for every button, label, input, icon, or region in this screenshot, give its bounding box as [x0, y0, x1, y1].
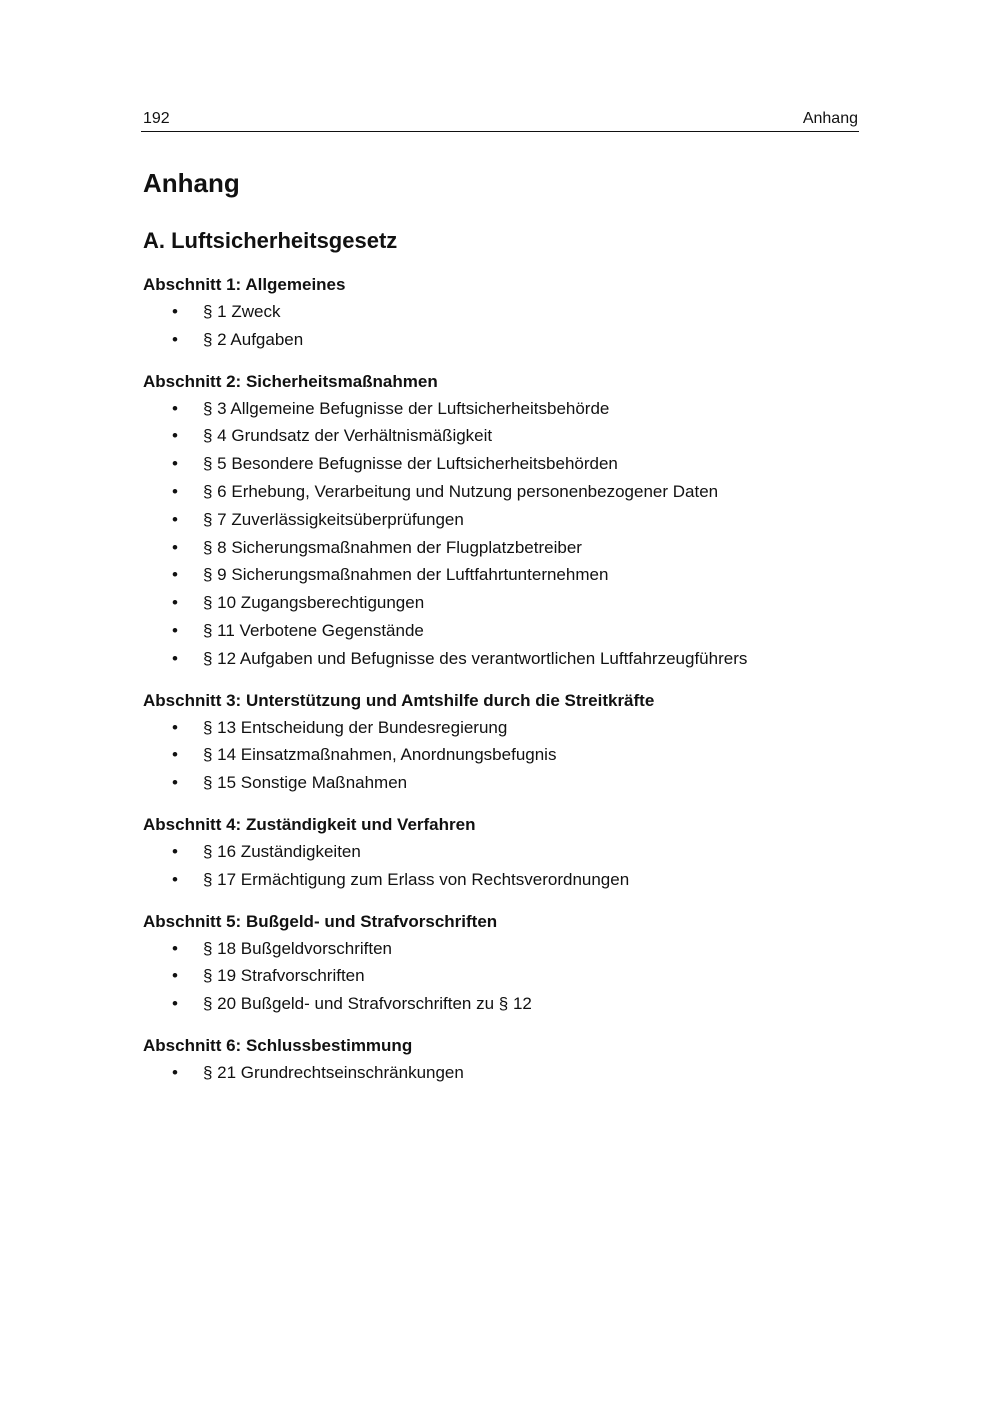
list-item-text: § 2 Aufgaben — [203, 329, 304, 349]
list-item — [143, 478, 859, 506]
list-item — [143, 561, 859, 589]
section — [143, 1032, 859, 1087]
list-item-text: § 19 Strafvorschriften — [203, 966, 365, 986]
bullet-icon: • — [172, 302, 178, 321]
list-item — [143, 741, 859, 769]
list-item-text: § 4 Grundsatz der Verhältnismäßigkeit — [203, 426, 493, 446]
section-heading: Abschnitt 1: Allgemeines — [143, 275, 346, 294]
list-item-text: § 7 Zuverlässigkeitsüberprüfungen — [203, 509, 464, 529]
running-header — [141, 108, 859, 132]
bullet-icon: • — [172, 938, 178, 958]
list-item-text: § 21 Grundrechtseinschränkungen — [203, 1062, 464, 1082]
list-item — [143, 617, 859, 645]
list-item — [143, 769, 859, 797]
list-item — [143, 450, 859, 478]
section — [143, 908, 859, 1018]
bullet-icon: • — [172, 454, 178, 474]
section-heading: Abschnitt 3: Unterstützung und Amtshilfe durch die Streitkräfte — [143, 690, 655, 710]
paragraph-list — [143, 1059, 859, 1087]
list-item-text: § 8 Sicherungsmaßnahmen der Flugplatzbetreiber — [203, 537, 582, 557]
bullet-icon: • — [172, 648, 178, 668]
list-item — [143, 534, 859, 562]
list-item — [143, 506, 859, 534]
paragraph-list — [143, 298, 859, 354]
list-item-text: § 20 Bußgeld- und Strafvorschriften zu § 12 — [203, 994, 532, 1014]
list-item — [143, 645, 859, 673]
list-item — [143, 935, 859, 963]
list-item — [143, 422, 859, 450]
section — [143, 687, 859, 797]
bullet-icon: • — [172, 1062, 178, 1082]
list-item — [143, 714, 859, 742]
list-item-text: § 1 Zweck — [203, 302, 281, 321]
list-item-text: § 14 Einsatzmaßnahmen, Anordnungsbefugnis — [203, 745, 557, 765]
list-item — [143, 990, 859, 1018]
list-item — [143, 589, 859, 617]
list-item-text: § 12 Aufgaben und Befugnisse des verantwortlichen Luftfahrzeugführers — [203, 648, 748, 668]
list-item-text: § 13 Entscheidung der Bundesregierung — [203, 717, 508, 737]
list-item — [143, 838, 859, 866]
appendix-title: A. Luftsicherheitsgesetz — [143, 228, 398, 253]
list-item-text: § 5 Besondere Befugnisse der Luftsicherheitsbehörden — [203, 454, 618, 474]
list-item-text: § 10 Zugangsberechtigungen — [203, 593, 425, 613]
list-item-text: § 11 Verbotene Gegenstände — [203, 620, 424, 640]
bullet-icon: • — [172, 481, 178, 501]
bullet-icon: • — [172, 565, 178, 585]
bullet-icon: • — [172, 966, 178, 986]
paragraph-list — [143, 838, 859, 894]
paragraph-list — [143, 395, 859, 673]
list-item — [143, 1059, 859, 1087]
page-number: 192 — [143, 110, 170, 127]
bullet-icon: • — [172, 329, 178, 349]
section — [143, 811, 859, 894]
chapter-title: Anhang — [143, 168, 240, 198]
list-item-text: § 16 Zuständigkeiten — [203, 841, 361, 861]
bullet-icon: • — [172, 509, 178, 529]
list-item-text: § 9 Sicherungsmaßnahmen der Luftfahrtunternehmen — [203, 565, 609, 585]
bullet-icon: • — [172, 426, 178, 446]
section-heading: Abschnitt 2: Sicherheitsmaßnahmen — [143, 371, 438, 391]
section-list — [143, 271, 859, 1087]
list-item — [143, 866, 859, 894]
bullet-icon: • — [172, 994, 178, 1014]
list-item — [143, 962, 859, 990]
section-heading: Abschnitt 4: Zuständigkeit und Verfahren — [143, 814, 476, 834]
paragraph-list — [143, 935, 859, 1018]
list-item — [143, 326, 859, 354]
bullet-icon: • — [172, 593, 178, 613]
bullet-icon: • — [172, 717, 178, 737]
bullet-icon: • — [172, 398, 178, 418]
section — [143, 271, 859, 354]
list-item — [143, 298, 859, 326]
bullet-icon: • — [172, 773, 178, 793]
list-item-text: § 18 Bußgeldvorschriften — [203, 938, 392, 958]
running-title: Anhang — [802, 110, 858, 127]
bullet-icon: • — [172, 620, 178, 640]
section-heading: Abschnitt 6: Schlussbestimmung — [143, 1035, 413, 1055]
paragraph-list — [143, 714, 859, 797]
list-item-text: § 17 Ermächtigung zum Erlass von Rechtsverordnungen — [203, 869, 630, 889]
section — [143, 368, 859, 673]
bullet-icon: • — [172, 869, 178, 889]
list-item — [143, 395, 859, 423]
list-item-text: § 15 Sonstige Maßnahmen — [203, 773, 408, 793]
bullet-icon: • — [172, 537, 178, 557]
bullet-icon: • — [172, 745, 178, 765]
list-item-text: § 6 Erhebung, Verarbeitung und Nutzung personenbezogener Daten — [203, 481, 719, 501]
list-item-text: § 3 Allgemeine Befugnisse der Luftsicherheitsbehörde — [203, 398, 610, 418]
page-content — [143, 165, 859, 1087]
bullet-icon: • — [172, 841, 178, 861]
section-heading: Abschnitt 5: Bußgeld- und Strafvorschriften — [143, 911, 498, 931]
